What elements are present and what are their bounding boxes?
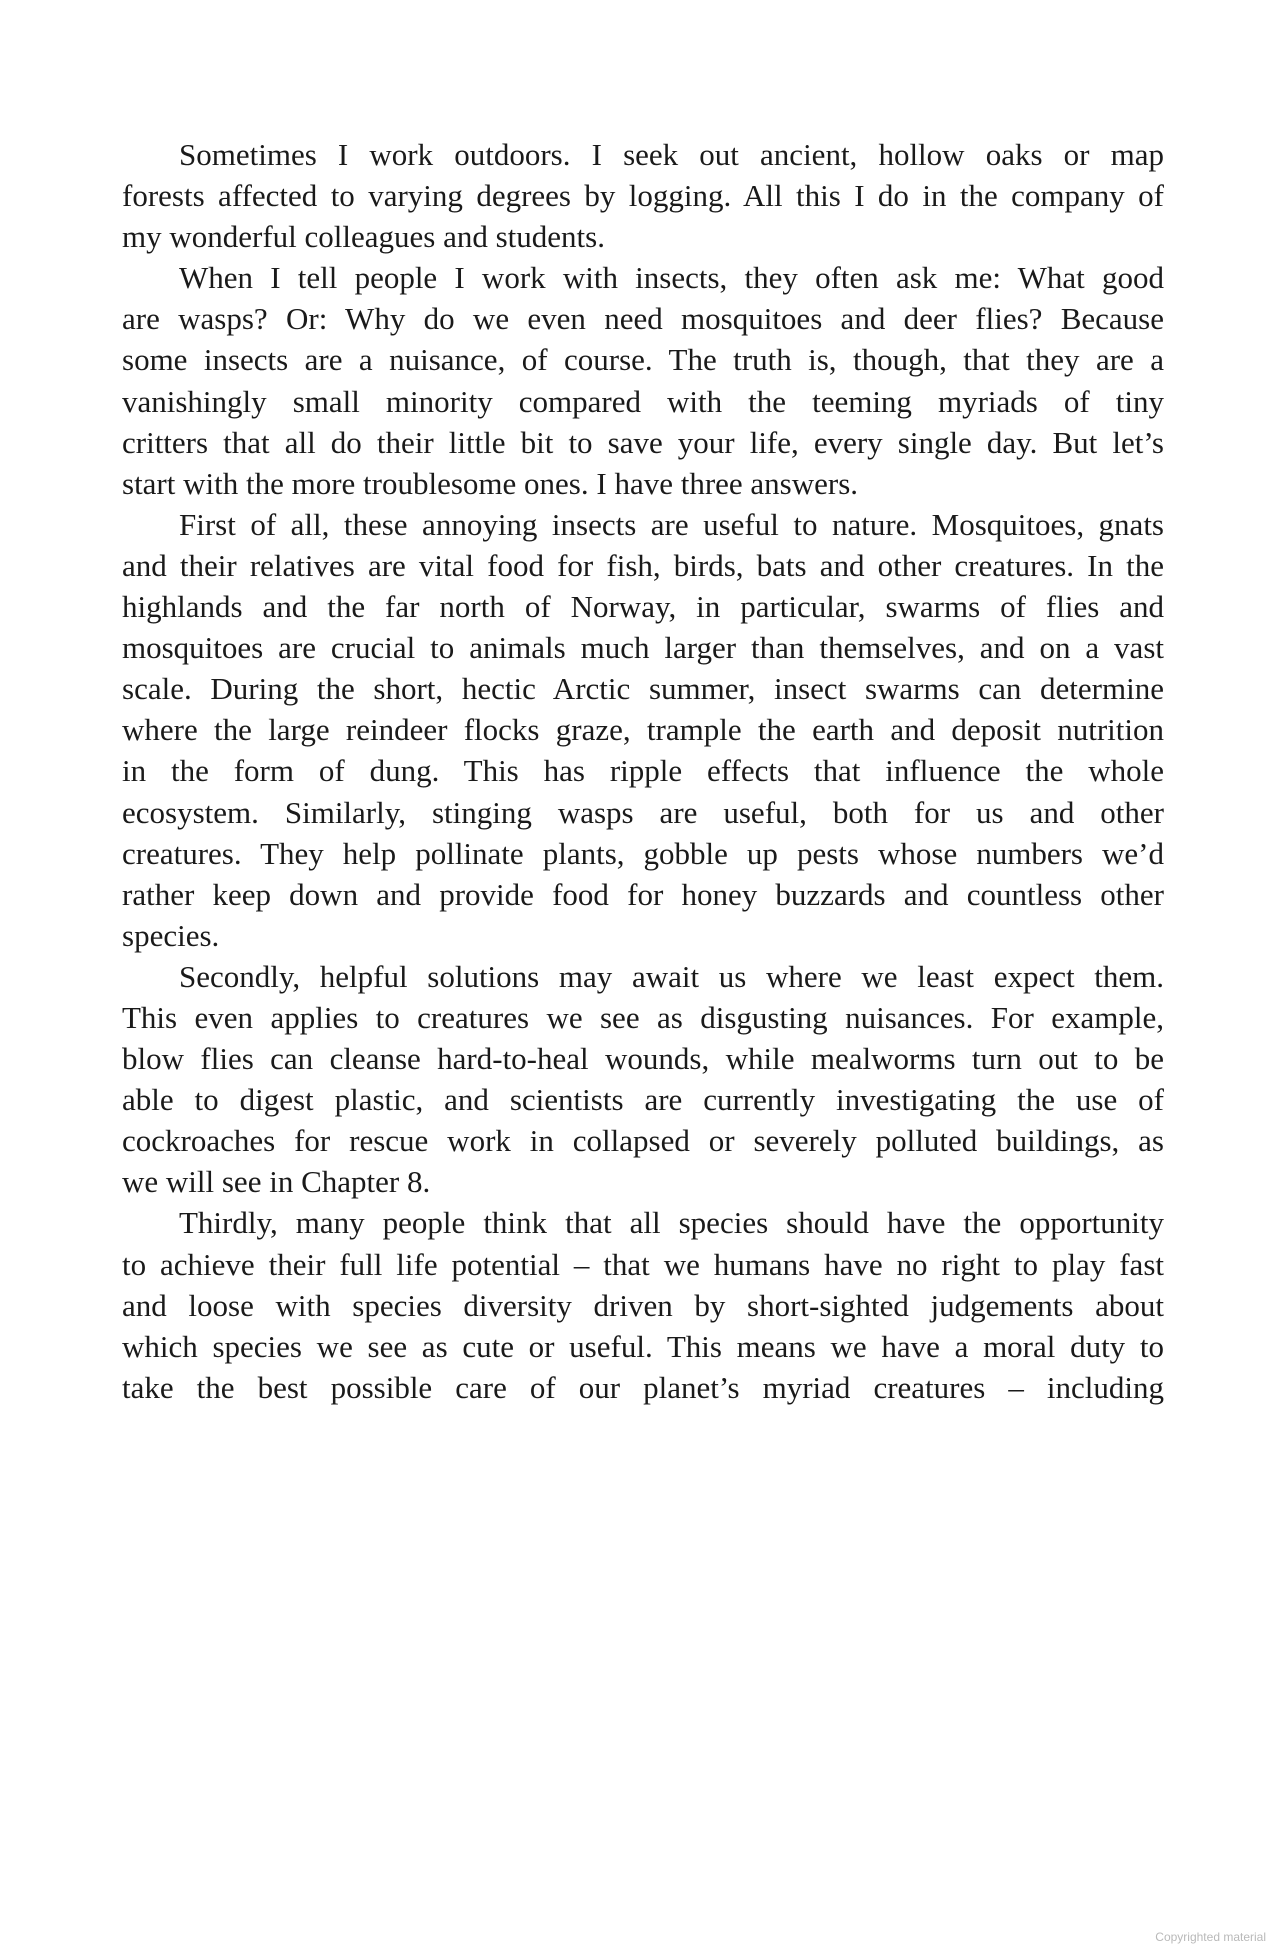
text-line: scale. During the short, hectic Arctic summer, insect swarms can determine [122,671,1164,707]
text-line: critters that all do their little bit to save your life, every single day. But let’s [122,424,1164,460]
paragraph-4 [122,956,1164,1203]
text-line: we will see in Chapter 8. [122,1164,431,1200]
text-line: Thirdly, many people think that all species should have the opportunity [179,1205,1164,1241]
text-line: blow flies can cleanse hard-to-heal wounds, while mealworms turn out to be [122,1041,1164,1077]
text-line: When I tell people I work with insects, they often ask me: What good [179,260,1164,296]
copyright-watermark: Copyrighted material [1155,1930,1266,1944]
text-line: take the best possible care of our planet’s myriad creatures – including [122,1369,1164,1405]
paragraph-1 [122,134,1164,257]
text-line: start with the more troublesome ones. I have three answers. [122,465,859,501]
text-line: forests affected to varying degrees by logging. All this I do in the company of [122,178,1164,214]
text-line: in the form of dung. This has ripple effects that influence the whole [122,753,1164,789]
text-line: where the large reindeer flocks graze, trample the earth and deposit nutrition [122,712,1164,748]
text-line: which species we see as cute or useful. This means we have a moral duty to [122,1328,1164,1364]
text-line: and their relatives are vital food for fish, birds, bats and other creatures. In the [122,547,1164,583]
text-line: mosquitoes are crucial to animals much larger than themselves, and on a vast [122,630,1164,666]
text-line: ecosystem. Similarly, stinging wasps are useful, both for us and other [122,794,1164,830]
paragraph-3 [122,504,1164,956]
text-line: This even applies to creatures we see as disgusting nuisances. For example, [122,999,1164,1035]
text-line: to achieve their full life potential – that we humans have no right to play fast [122,1246,1164,1282]
text-line: creatures. They help pollinate plants, gobble up pests whose numbers we’d [122,835,1164,871]
text-line: rather keep down and provide food for honey buzzards and countless other [122,876,1164,912]
text-line: some insects are a nuisance, of course. The truth is, though, that they are a [122,342,1164,378]
text-line: species. [122,917,220,953]
body-text [122,134,1164,1408]
text-line: able to digest plastic, and scientists are currently investigating the use of [122,1082,1164,1118]
text-line: vanishingly small minority compared with the teeming myriads of tiny [122,383,1164,419]
text-line: and loose with species diversity driven by short-sighted judgements about [122,1287,1164,1323]
text-line: Sometimes I work outdoors. I seek out ancient, hollow oaks or map [179,137,1164,172]
text-line: cockroaches for rescue work in collapsed or severely polluted buildings, as [122,1123,1164,1159]
text-line: are wasps? Or: Why do we even need mosquitoes and deer flies? Because [122,301,1164,337]
text-line: First of all, these annoying insects are useful to nature. Mosquitoes, gnats [179,506,1164,542]
text-line: highlands and the far north of Norway, in particular, swarms of flies and [122,589,1164,625]
paragraph-5 [122,1202,1164,1407]
text-line: my wonderful colleagues and students. [122,219,605,255]
text-line: Secondly, helpful solutions may await us where we least expect them. [179,958,1164,994]
paragraph-2 [122,257,1164,504]
